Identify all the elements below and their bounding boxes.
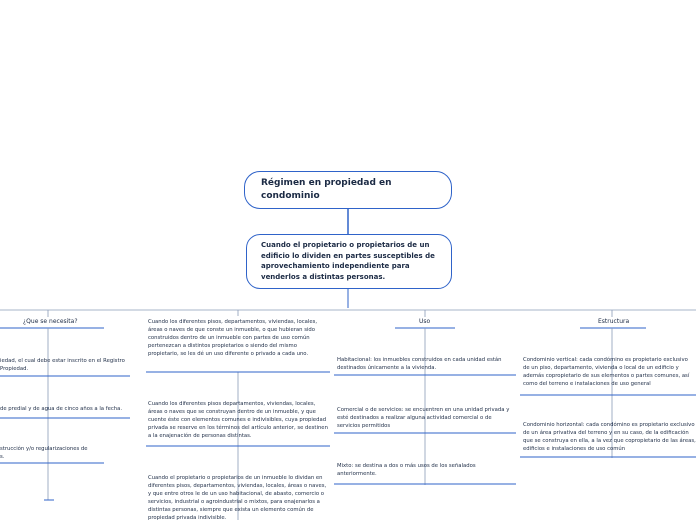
central-topic-text: Cuando el propietario o propietarios de un edificio lo dividen en partes susceptibles de aprovechamiento independiente para venderlos a distintas personas.	[261, 241, 435, 281]
estructura-item-2[interactable]: Condominio horizontal: cada condómino es propietario exclusivo de un área privativa del terreno y en su caso, de la edificación que se construya en ella, a la vez que copropietario de las áreas, edificios e instalaciones de uso común	[523, 422, 696, 452]
uso-item-3[interactable]: Mixto: se destina a dos o más usos de los señalados anteriormente.	[337, 463, 476, 477]
estructura-item-1[interactable]: Condominio vertical: cada condómino es propietario exclusivo de un piso, departamento, vivienda o local de un edificio y además copropietario de sus elementos o partes comunes, así como del terreno e instalaciones de uso general	[523, 357, 690, 387]
def-item-1[interactable]: Cuando los diferentes pisos, departamentos, viviendas, locales, áreas o naves de que conste un inmueble, o que hubieran sido construidos dentro de un inmueble con partes de uso común pertenezcan a distintos propietarios o siendo del mismo propietario, se les dé un uso diferente o privado a cada uno.	[148, 319, 318, 357]
title-text: Régimen en propiedad en condominio	[261, 178, 392, 201]
def-item-3[interactable]: Cuando el propietario o propietarios de un inmueble lo dividan en diferentes pisos, departamentos, viviendas, locales, áreas o naves, y que entre otros le de un uso habitacional, de abasto, comercio o servicios, industrial o agroindustrial o mixtos, para enajenarlos a distintas personas, siempre que exista un elemento común de propiedad privada indivisible.	[148, 475, 327, 520]
branch-label-estructura[interactable]: Estructura	[598, 318, 630, 325]
central-topic-node[interactable]	[246, 234, 452, 289]
branch-label-que-se-necesita[interactable]: ¿Que se necesita?	[23, 318, 78, 325]
branch-label-uso[interactable]: Uso	[419, 318, 431, 325]
que-item-2[interactable]: de predial y de agua de cinco años a la fecha.	[0, 406, 123, 412]
que-item-1[interactable]: iedad, el cual debe estar inscrito en el Registro Propiedad.	[0, 358, 125, 372]
title-node[interactable]	[244, 171, 452, 209]
que-item-3[interactable]: strucción y/o regularizaciones de s.	[0, 446, 88, 460]
uso-item-2[interactable]: Comercial o de servicios: se encuentren en una unidad privada y esté destinados a realizar alguna actividad comercial o de servicios permitidos	[337, 407, 510, 429]
def-item-2[interactable]: Cuando los diferentes pisos departamentos, viviendas, locales, áreas o naves que se construyan dentro de un inmueble, y que cuente éste con elementos comunes e indivisibles, cuya propiedad privada se reserve en los términos del artículo anterior, se destinen a la enajenación de personas distintas.	[148, 401, 328, 439]
uso-item-1[interactable]: Habitacional: los inmuebles construidos en cada unidad están destinados únicamente a la vivienda.	[337, 357, 502, 371]
